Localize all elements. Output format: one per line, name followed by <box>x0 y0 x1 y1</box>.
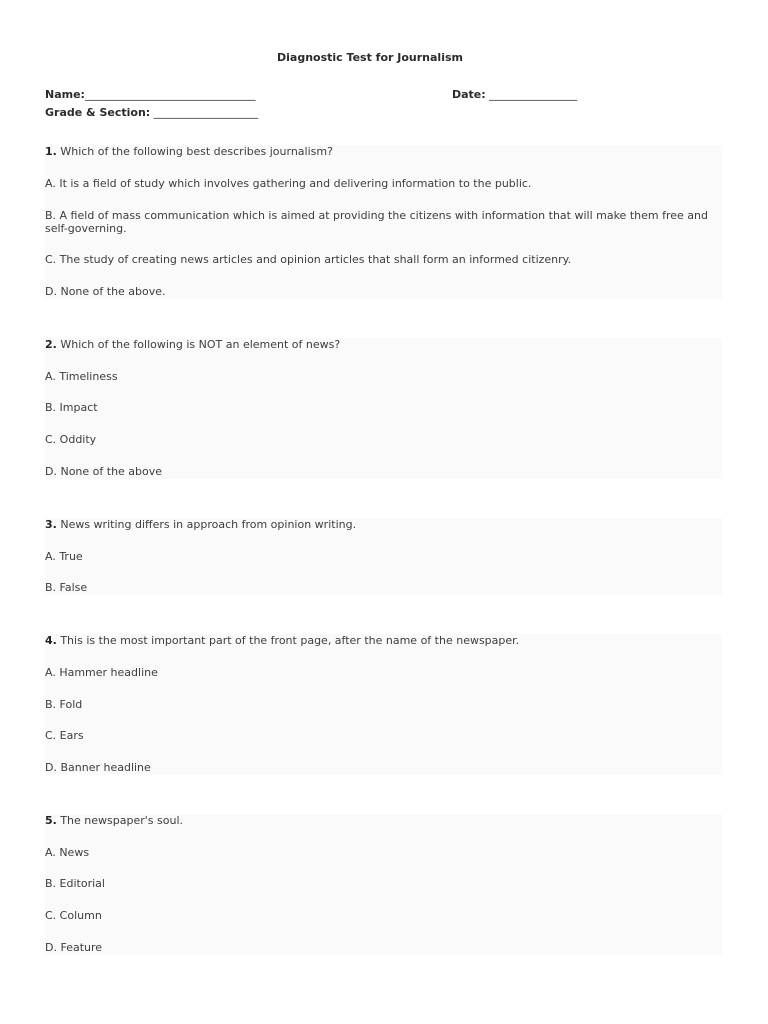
option-5c[interactable]: C. Column <box>45 909 102 922</box>
option-5b[interactable]: B. Editorial <box>45 877 105 890</box>
question-number: 2. <box>45 338 57 351</box>
question-3 <box>45 518 705 531</box>
grade-section-blank[interactable]: ___________________ <box>150 106 259 119</box>
date-label: Date: <box>452 88 486 101</box>
option-3a[interactable]: A. True <box>45 550 83 563</box>
question-text: Which of the following best describes journalism? <box>56 145 333 158</box>
name-label: Name: <box>45 88 85 101</box>
question-1 <box>45 145 705 158</box>
option-3b[interactable]: B. False <box>45 581 88 594</box>
question-number: 1. <box>45 145 57 158</box>
question-5 <box>45 814 705 827</box>
option-2b[interactable]: B. Impact <box>45 401 98 414</box>
option-2d[interactable]: D. None of the above <box>45 465 163 478</box>
question-4 <box>45 634 705 647</box>
question-number: 5. <box>45 814 57 827</box>
grade-section-label: Grade & Section: <box>45 106 151 119</box>
option-2c[interactable]: C. Oddity <box>45 433 97 446</box>
question-text: Which of the following is NOT an element of news? <box>56 338 341 351</box>
grade-section-field[interactable] <box>45 106 258 119</box>
question-2 <box>45 338 705 351</box>
question-block-2 <box>45 338 722 479</box>
question-block-3 <box>45 518 722 595</box>
option-1b[interactable]: B. A field of mass communication which is aimed at providing the citizens with information that will make them free and self-governing. <box>45 209 708 235</box>
question-block-1 <box>45 145 722 299</box>
option-4a[interactable]: A. Hammer headline <box>45 666 158 679</box>
question-block-4 <box>45 634 722 775</box>
question-number: 3. <box>45 518 57 531</box>
question-block-5 <box>45 814 722 955</box>
option-4d[interactable]: D. Banner headline <box>45 761 151 774</box>
question-number: 4. <box>45 634 57 647</box>
name-blank[interactable]: _______________________________ <box>84 88 256 101</box>
option-4c[interactable]: C. Ears <box>45 729 84 742</box>
option-2a[interactable]: A. Timeliness <box>45 370 118 383</box>
document-title: Diagnostic Test for Journalism <box>277 51 463 64</box>
date-field[interactable] <box>452 88 577 101</box>
question-text: News writing differs in approach from opinion writing. <box>56 518 357 531</box>
option-5a[interactable]: A. News <box>45 846 90 859</box>
option-4b[interactable]: B. Fold <box>45 698 83 711</box>
option-1c[interactable]: C. The study of creating news articles and opinion articles that shall form an informed citizenry. <box>45 253 572 266</box>
name-field[interactable] <box>45 88 255 101</box>
question-text: The newspaper's soul. <box>56 814 183 827</box>
option-1a[interactable]: A. It is a field of study which involves gathering and delivering information to the public. <box>45 177 532 190</box>
option-5d[interactable]: D. Feature <box>45 941 103 954</box>
question-text: This is the most important part of the front page, after the name of the newspaper. <box>56 634 520 647</box>
option-1d[interactable]: D. None of the above. <box>45 285 166 298</box>
date-blank[interactable]: ________________ <box>485 88 578 101</box>
